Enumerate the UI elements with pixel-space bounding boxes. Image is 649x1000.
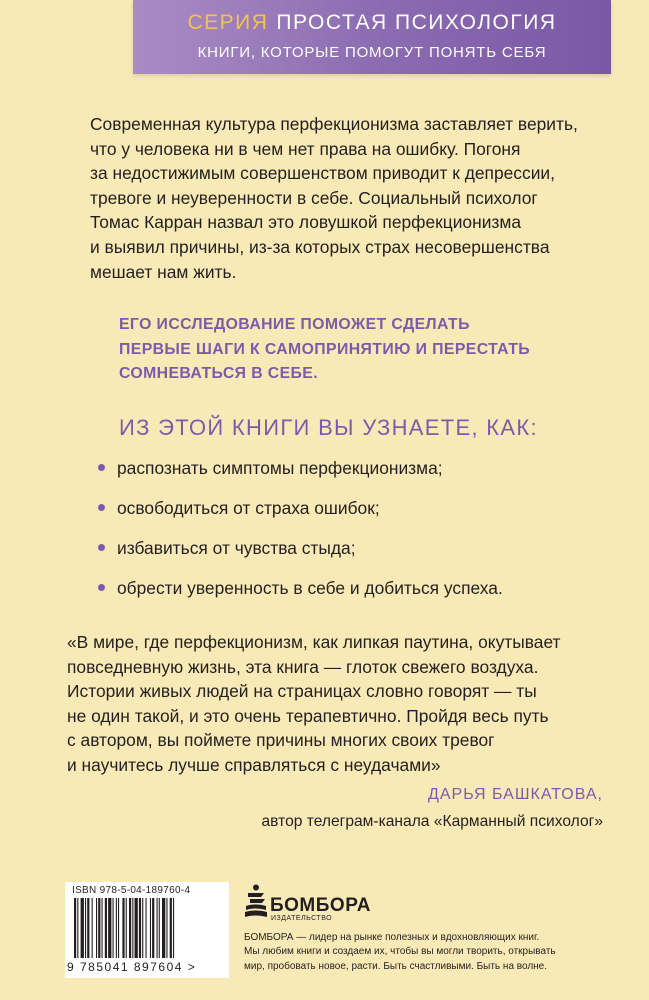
learn-heading: ИЗ ЭТОЙ КНИГИ ВЫ УЗНАЕТЕ, КАК: — [119, 415, 538, 440]
bullet-dot-icon — [98, 544, 105, 551]
barcode-panel — [65, 882, 229, 978]
text-line: ПЕРВЫЕ ШАГИ К САМОПРИНЯТИЮ И ПЕРЕСТАТЬ — [119, 340, 530, 358]
bullet-dot-icon — [98, 504, 105, 511]
text-line: повседневную жизнь, эта книга — глоток свежего воздуха. — [67, 656, 539, 677]
text-line: Мы любим книги и создаем их, чтобы вы могли творить, открывать — [244, 946, 556, 958]
highlight-statement — [119, 313, 579, 387]
series-name: ПРОСТАЯ ПСИХОЛОГИЯ — [276, 11, 557, 34]
text-line: за недостижимым совершенством приводит к депрессии, — [90, 163, 555, 184]
text-line: что у человека ни в чем нет права на ошибку. Погоня — [90, 138, 521, 159]
series-label: СЕРИЯ — [187, 11, 269, 34]
review-quote — [67, 630, 607, 778]
publisher-description — [244, 931, 574, 974]
quote-author: ДАРЬЯ БАШКАТОВА, — [428, 786, 603, 803]
bullet-dot-icon — [98, 584, 105, 591]
text-line: тревоге и неуверенности в себе. Социальный психолог — [90, 187, 538, 208]
text-line: мешает нам жить. — [90, 261, 237, 282]
quote-author-role: автор телеграм-канала «Карманный психолог» — [261, 813, 603, 830]
publisher-logo — [244, 884, 371, 924]
intro-paragraph — [90, 112, 590, 284]
series-title — [133, 11, 611, 35]
text-line: СОМНЕВАТЬСЯ В СЕБЕ. — [119, 365, 319, 383]
bullet-dot-icon — [98, 464, 105, 471]
series-banner — [133, 0, 611, 74]
list-item-text: распознать симптомы перфекционизма; — [117, 458, 443, 478]
list-item — [98, 536, 598, 576]
bombora-logo-icon — [244, 884, 268, 920]
publisher-sub: ИЗДАТЕЛЬСТВО — [271, 915, 333, 922]
text-line: не один такой, и это очень терапевтично. Пройдя весь путь — [67, 705, 549, 726]
barcode-digits: 9 785041 897604 > — [67, 960, 197, 974]
text-line: и выявил причины, из-за которых страх несовершенства — [90, 236, 550, 257]
text-line: с автором, вы поймете причины многих своих тревог — [67, 730, 495, 751]
text-line: и научитесь лучше справляться с неудачами» — [67, 754, 441, 775]
list-item — [98, 456, 598, 496]
barcode-icon — [74, 898, 224, 958]
text-line: мир, пробовать новое, расти. Быть счастливыми. Быть на волне. — [244, 960, 548, 972]
list-item-text: избавиться от чувства стыда; — [117, 538, 356, 558]
text-line: БОМБОРА — лидер на рынке полезных и вдохновляющих книг. — [244, 932, 540, 943]
list-item-text: обрести уверенность в себе и добиться успеха. — [117, 578, 503, 598]
isbn-number: ISBN 978-5-04-189760-4 — [72, 885, 191, 896]
list-item — [98, 496, 598, 536]
text-line: Истории живых людей на страницах словно говорят — ты — [67, 681, 537, 702]
list-item — [98, 576, 598, 616]
text-line: Современная культура перфекционизма заставляет верить, — [90, 114, 578, 134]
text-line: «В мире, где перфекционизм, как липкая паутина, окутывает — [67, 632, 561, 652]
text-line: ЕГО ИССЛЕДОВАНИЕ ПОМОЖЕТ СДЕЛАТЬ — [119, 316, 470, 333]
list-item-text: освободиться от страха ошибок; — [117, 498, 380, 518]
publisher-name: БОМБОРА — [270, 895, 371, 916]
learn-list — [98, 456, 598, 616]
text-line: Томас Карран назвал это ловушкой перфекционизма — [90, 212, 522, 233]
series-tagline: КНИГИ, КОТОРЫЕ ПОМОГУТ ПОНЯТЬ СЕБЯ — [197, 44, 547, 61]
